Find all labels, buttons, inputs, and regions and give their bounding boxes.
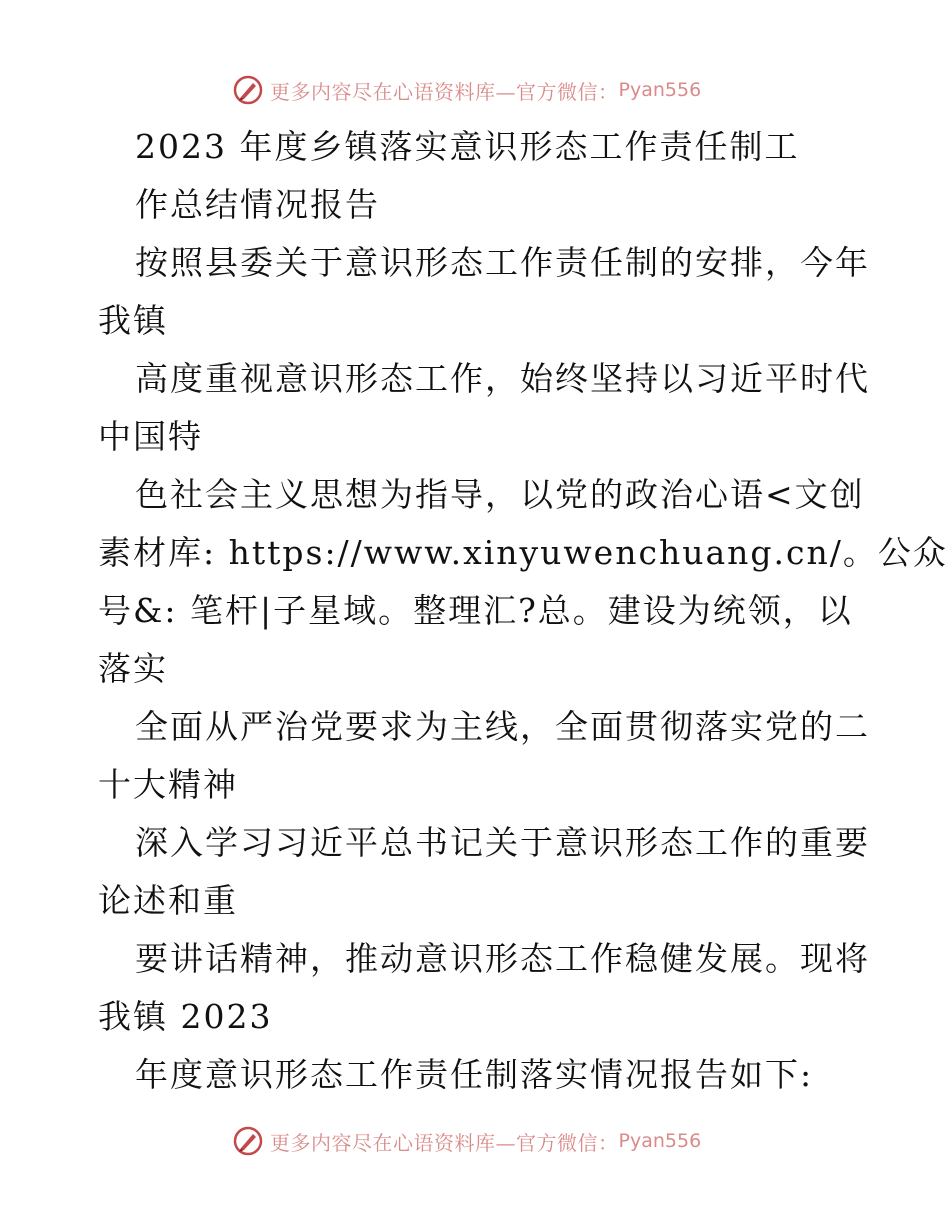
pen-logo-icon: [232, 1125, 264, 1157]
paragraph-line: 我镇: [98, 301, 168, 340]
paragraph-line: 年度意识形态工作责任制落实情况报告如下:: [135, 1055, 814, 1094]
paragraph-line: 落实: [98, 649, 168, 688]
watermark-wechat-id: Pyan556: [618, 1130, 702, 1152]
paragraph-line: 中国特: [98, 417, 203, 456]
paragraph-line: 全面从严治党要求为主线，全面贯彻落实党的二: [135, 707, 870, 746]
paragraph-line: 论述和重: [98, 881, 238, 920]
title-line-1: 2023 年度乡镇落实意识形态工作责任制工: [135, 127, 800, 166]
header-watermark: [232, 73, 701, 107]
paragraph-line: 色社会主义思想为指导，以党的政治心语<文创: [135, 475, 865, 514]
paragraph-line: 我镇 2023: [98, 997, 273, 1036]
paragraph-line: 号&: 笔杆|子星域。整理汇?总。建设为统领，以: [98, 591, 853, 630]
paragraph-line: 深入学习习近平总书记关于意识形态工作的重要: [135, 823, 870, 862]
paragraph-line: 素材库: https://www.xinyuwenchuang.cn/。公众: [98, 533, 948, 572]
title-line-2: 作总结情况报告: [135, 185, 380, 224]
paragraph-line: 按照县委关于意识形态工作责任制的安排，今年: [135, 243, 870, 282]
paragraph-line: 要讲话精神，推动意识形态工作稳健发展。现将: [135, 939, 870, 978]
paragraph-line: 十大精神: [98, 765, 238, 804]
paragraph-line: 高度重视意识形态工作，始终坚持以习近平时代: [135, 359, 870, 398]
watermark-text: 更多内容尽在心语资料库—官方微信：: [270, 1130, 619, 1155]
document-body: [98, 118, 948, 1104]
watermark-wechat-id: Pyan556: [618, 79, 702, 101]
pen-logo-icon: [232, 74, 264, 106]
watermark-text: 更多内容尽在心语资料库—官方微信：: [270, 79, 619, 104]
footer-watermark: [232, 1124, 701, 1158]
